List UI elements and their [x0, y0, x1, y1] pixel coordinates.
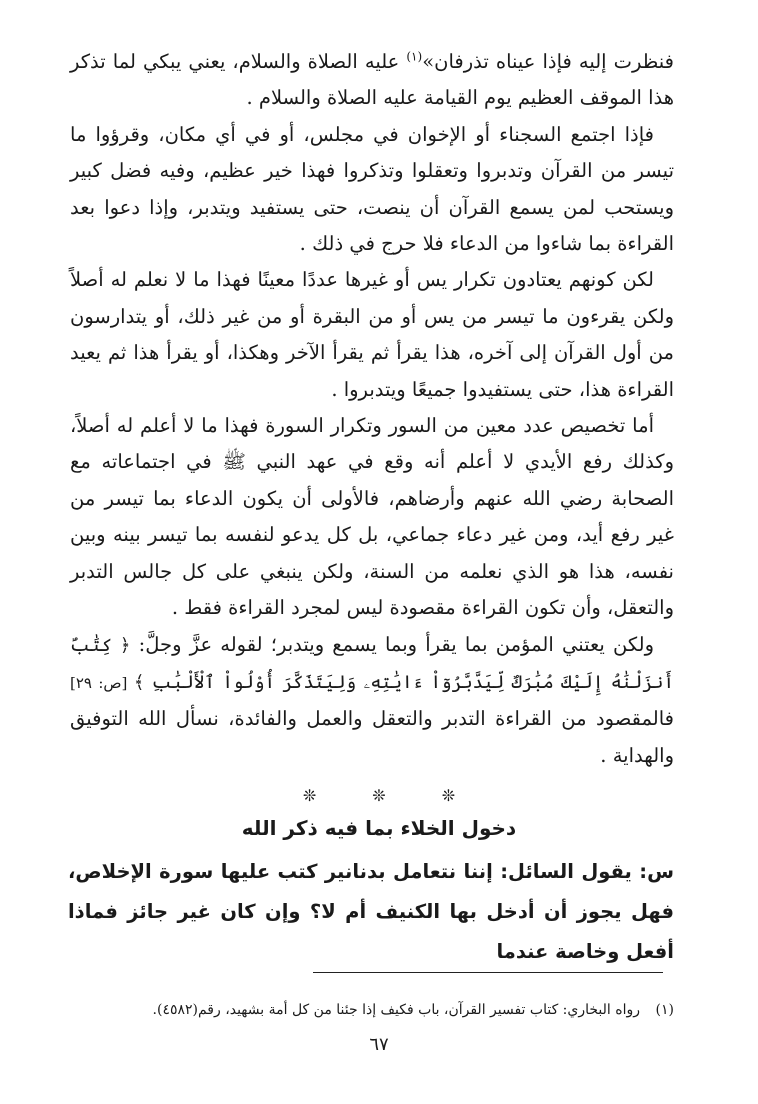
paragraph-5-rest: فالمقصود من القراءة التدبر والتعقل والعمل والفائدة، نسأل الله التوفيق والهداية . [70, 707, 674, 767]
footnote-divider [313, 972, 663, 973]
quran-verse: ﴿ كِتَٰبٌ أَنزَلْنَٰهُ إِلَيْكَ مُبَٰرَكٌ لِّيَدَّبَّرُوٓاْ ءَايَٰتِهِۦ وَلِيَتَذَكَّرَ أُوْلُواْ ٱلْأَلْبَٰبِ ﴾ [70, 634, 674, 693]
footnote-number: (١) [655, 1002, 674, 1018]
body-text [70, 44, 674, 774]
separator-star-icon: ❊ [302, 786, 317, 805]
paragraph-5 [70, 627, 674, 775]
section-heading: دخول الخلاء بما فيه ذكر الله [241, 816, 517, 840]
separator-star-icon: ❊ [372, 786, 386, 805]
paragraph-3: لكن كونهم يعتادون تكرار يس أو غيرها عددًا معينًا فهذا ما لا نعلم له أصلاً ولكن يقرءون ما تيسر من يس أو من البقرة أو من غير ذلك، أو يتدارسون من أول القرآن إلى آخره، هذا يقرأ ثم يقرأ الآخر وهكذا، أو يقرأ هذا ثم يعيد القراءة هذا، حتى يستفيدوا جميعًا ويتدبروا . [70, 268, 674, 401]
footnote [70, 998, 674, 1022]
verse-reference: [ص: ٢٩] [70, 673, 134, 692]
paragraph-1-text: فنظرت إليه فإذا عيناه تذرفان» [422, 50, 674, 73]
paragraph-1 [70, 44, 674, 117]
question-block [68, 852, 674, 972]
paragraph-4: أما تخصيص عدد معين من السور وتكرار السورة فهذا ما لا أعلم له أصلاً، وكذلك رفع الأيدي لا أعلم أنه وقع في عهد النبي ﷺ في اجتماعاته مع الصحابة رضي الله عنهم وأرضاهم، فالأولى أن يكون الدعاء بما تيسر من غير رفع أيد، ومن غير دعاء جماعي، بل كل يدعو لنفسه بما تيسر بينه وبين نفسه، هذا هو الذي نعلمه من السنة، ولكن ينبغي على كل جالس التدبر والتعقل، وأن تكون القراءة مقصودة ليس لمجرد القراءة فقط . [70, 414, 674, 620]
paragraph-2: فإذا اجتمع السجناء أو الإخوان في مجلس، أو في أي مكان، وقرؤوا ما تيسر من القرآن وتدبروا وتعقلوا وتذكروا فهذا خير عظيم، وفيه فضل كبير ويستحب لمن يسمع القرآن أن ينصت، حتى يستفيد ويتدبر، وإذا دعوا بعد القراءة بما شاءوا من الدعاء فلا حرج في ذلك . [70, 122, 674, 256]
separator-star-icon: ❊ [441, 786, 456, 805]
page-number: ٦٧ [369, 1034, 389, 1055]
footnote-marker[interactable]: (١) [406, 49, 423, 64]
question-text: س: يقول السائل: إننا نتعامل بدنانير كتب عليها سورة الإخلاص، فهل يجوز أن أدخل بها الكنيف أم لا؟ وإن كان غير جائز فماذا أفعل وخاصة عندما [68, 860, 674, 963]
paragraph-5-text: ولكن يعتني المؤمن بما يقرأ وبما يسمع ويتدبر؛ لقوله عزَّ وجلَّ: [130, 632, 654, 656]
paragraph-1-rest: عليه الصلاة والسلام، يعني يبكي لما تذكر هذا الموقف العظيم يوم القيامة عليه الصلاة والسلام . [70, 50, 674, 110]
footnote-text: رواه البخاري: كتاب تفسير القرآن، باب فكيف إذا جئنا من كل أمة بشهيد، رقم(٤٥٨٢). [152, 1002, 640, 1018]
section-separator [0, 786, 758, 805]
